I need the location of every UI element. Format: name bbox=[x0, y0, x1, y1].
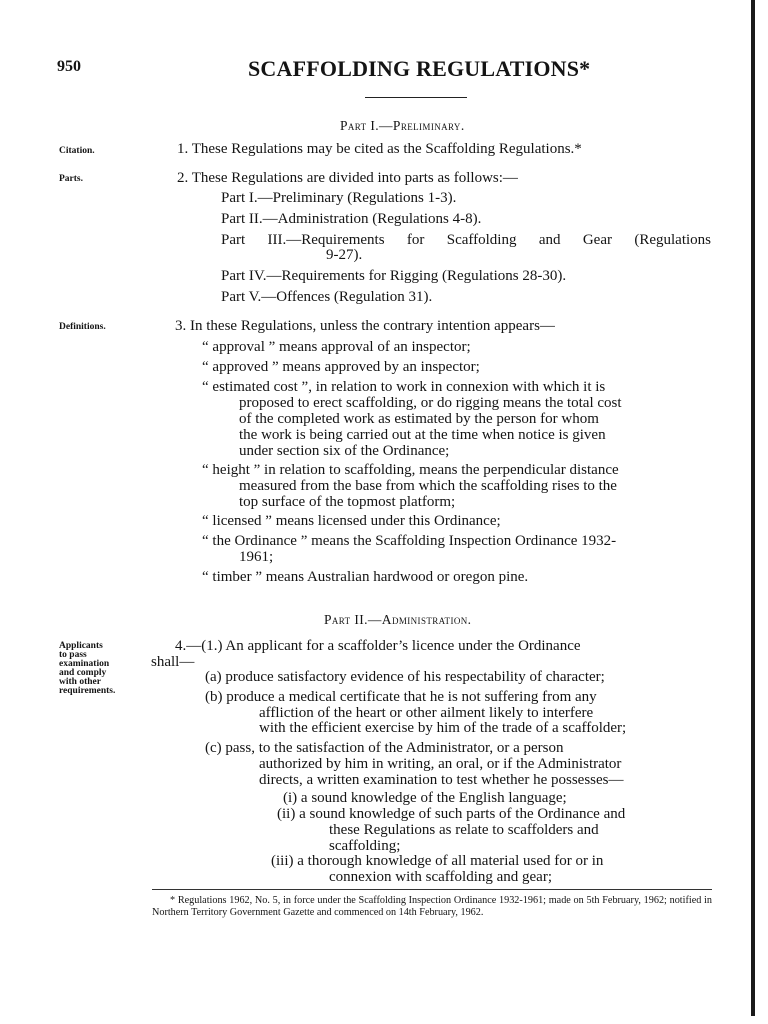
definition-line: “ height ” in relation to scaffolding, means the perpendicular distance bbox=[202, 462, 619, 478]
regulation-4-line: these Regulations as relate to scaffolders and bbox=[329, 822, 599, 838]
parts-list-item: Part V.—Offences (Regulation 31). bbox=[221, 289, 433, 305]
footnote: * Regulations 1962, No. 5, in force under the Scaffolding Inspection Ordinance 1932-1961; made on 5th February, 1962; notified in Northern Territory Government Gazette and commenced on 14th February, 1962. bbox=[152, 895, 712, 918]
definition-line: “ licensed ” means licensed under this Ordinance; bbox=[202, 513, 501, 529]
definition-line: proposed to erect scaffolding, or do rigging means the total cost bbox=[239, 395, 622, 411]
regulation-3-intro: 3. In these Regulations, unless the contrary intention appears— bbox=[175, 318, 555, 334]
regulation-4-line: authorized by him in writing, an oral, or if the Administrator bbox=[259, 756, 622, 772]
definition-line: “ approval ” means approval of an inspector; bbox=[202, 339, 471, 355]
regulation-4-line: connexion with scaffolding and gear; bbox=[329, 869, 552, 885]
regulation-2-intro: 2. These Regulations are divided into parts as follows:— bbox=[177, 170, 518, 186]
regulation-4-line: shall— bbox=[151, 654, 195, 670]
footnote-divider bbox=[152, 889, 712, 890]
parts-list-item: Part II.—Administration (Regulations 4-8). bbox=[221, 211, 482, 227]
margin-note-parts: Parts. bbox=[59, 174, 84, 184]
definition-line: top surface of the topmost platform; bbox=[239, 494, 456, 510]
parts-list-item: Part III.—Requirements for Scaffolding and Gear (Regulations bbox=[221, 232, 711, 248]
regulation-4-line: 4.—(1.) An applicant for a scaffolder’s licence under the Ordinance bbox=[175, 638, 581, 654]
part-heading-preliminary: Part I.—Preliminary. bbox=[340, 118, 465, 133]
regulation-4-line: (b) produce a medical certificate that he is not suffering from any bbox=[205, 689, 597, 705]
regulation-4-line: (a) produce satisfactory evidence of his respectability of character; bbox=[205, 669, 605, 685]
regulation-4-line: (c) pass, to the satisfaction of the Administrator, or a person bbox=[205, 740, 564, 756]
page-number: 950 bbox=[57, 58, 81, 75]
scan-edge bbox=[751, 0, 755, 1016]
definition-line: 1961; bbox=[239, 549, 274, 565]
regulation-1: 1. These Regulations may be cited as the Scaffolding Regulations.* bbox=[177, 141, 582, 157]
part-heading-administration: Part II.—Administration. bbox=[324, 612, 472, 627]
margin-note-applicants: Applicants to pass examination and comply with other requirements. bbox=[59, 641, 116, 696]
title-divider bbox=[365, 97, 467, 98]
regulation-4-line: (i) a sound knowledge of the English language; bbox=[283, 790, 567, 806]
margin-note-citation: Citation. bbox=[59, 146, 95, 156]
definition-line: “ estimated cost ”, in relation to work in connexion with which it is bbox=[202, 379, 606, 395]
parts-list-item: 9-27). bbox=[326, 247, 363, 263]
regulation-4-line: (ii) a sound knowledge of such parts of the Ordinance and bbox=[277, 806, 626, 822]
regulation-4-line: scaffolding; bbox=[329, 838, 401, 854]
definition-line: under section six of the Ordinance; bbox=[239, 443, 450, 459]
parts-list-item: Part I.—Preliminary (Regulations 1-3). bbox=[221, 190, 457, 206]
page-title: SCAFFOLDING REGULATIONS* bbox=[248, 56, 591, 81]
definition-line: “ approved ” means approved by an inspector; bbox=[202, 359, 480, 375]
regulation-4-line: affliction of the heart or other ailment likely to interfere bbox=[259, 705, 594, 721]
regulation-4-line: (iii) a thorough knowledge of all material used for or in bbox=[271, 853, 604, 869]
definition-line: “ the Ordinance ” means the Scaffolding Inspection Ordinance 1932- bbox=[202, 533, 617, 549]
margin-note-definitions: Definitions. bbox=[59, 322, 106, 332]
definition-line: measured from the base from which the scaffolding rises to the bbox=[239, 478, 617, 494]
definition-line: “ timber ” means Australian hardwood or oregon pine. bbox=[202, 569, 529, 585]
regulation-4-line: with the efficient exercise by him of the trade of a scaffolder; bbox=[259, 720, 627, 736]
definition-line: of the completed work as estimated by the person for whom bbox=[239, 411, 599, 427]
regulation-4-line: directs, a written examination to test whether he possesses— bbox=[259, 772, 624, 788]
parts-list-item: Part IV.—Requirements for Rigging (Regulations 28-30). bbox=[221, 268, 567, 284]
definition-line: the work is being carried out at the time when notice is given bbox=[239, 427, 606, 443]
